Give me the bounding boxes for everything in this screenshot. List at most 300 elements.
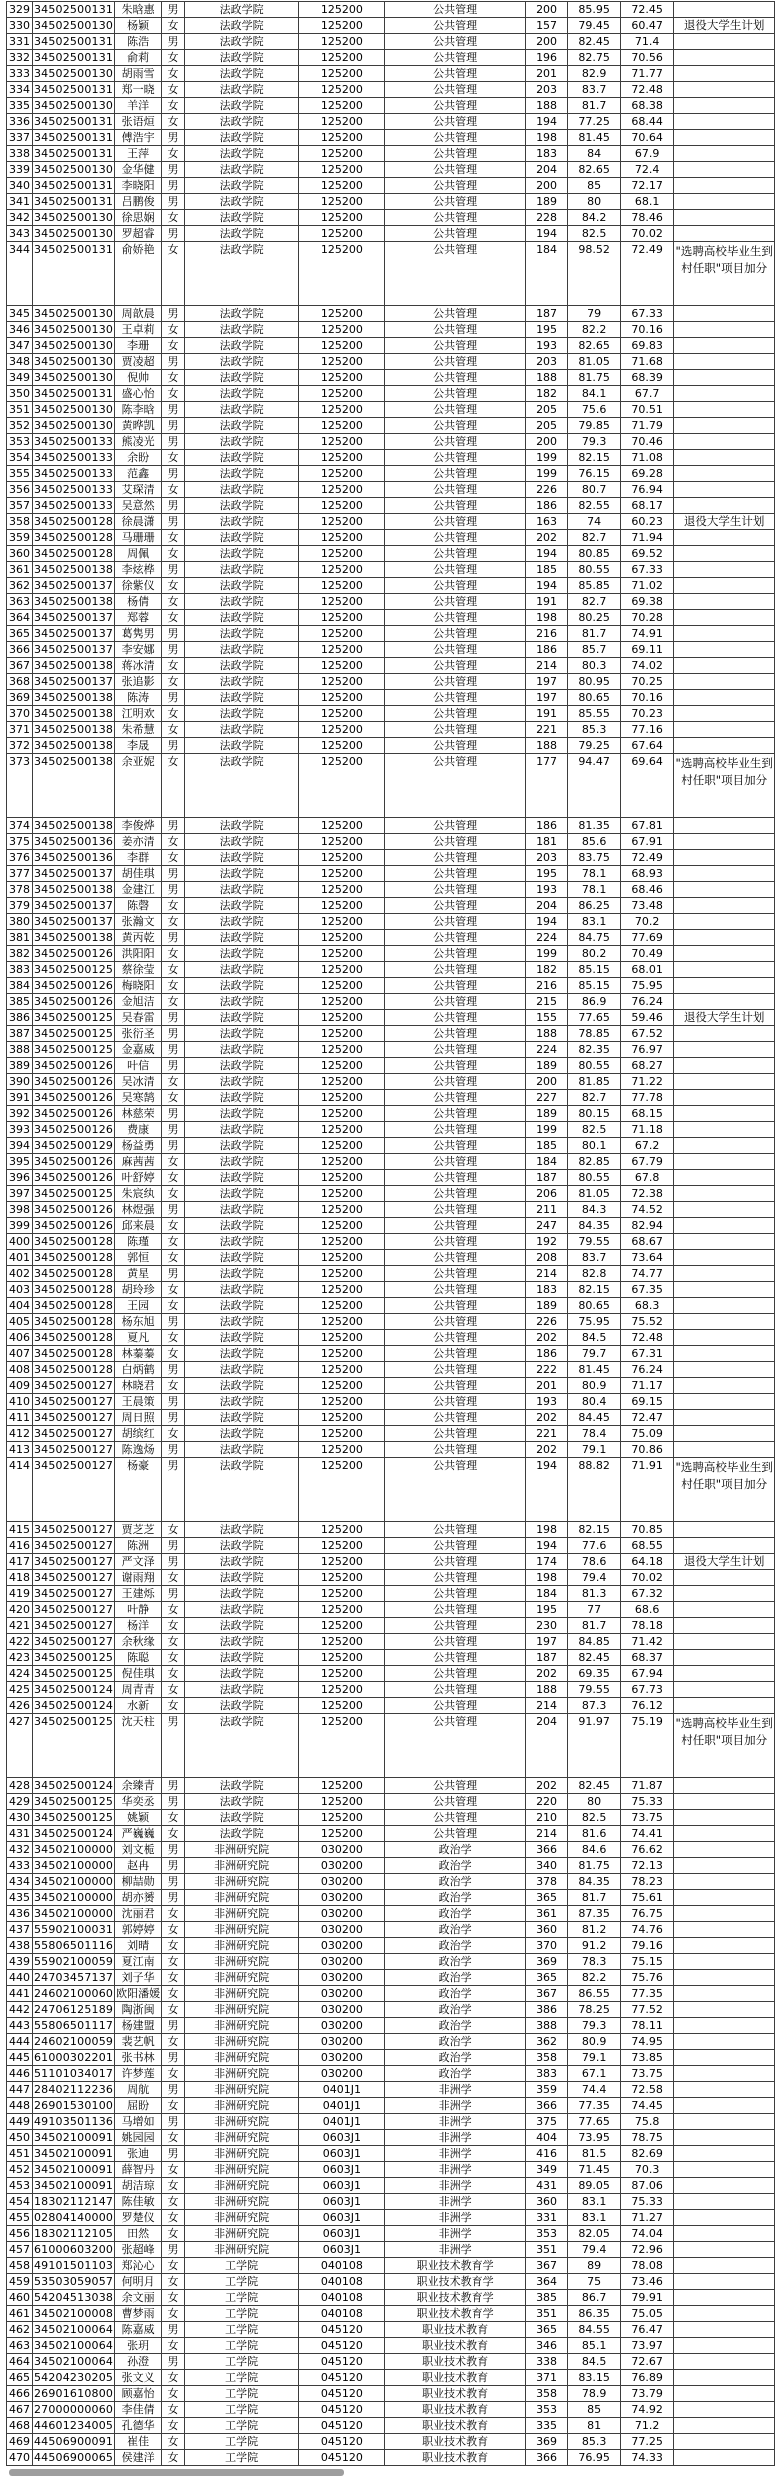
cell-name[interactable]: 倪帅: [115, 370, 162, 386]
cell-candidate_id[interactable]: 34502500137: [33, 626, 114, 640]
cell-score_3[interactable]: 70.23: [620, 706, 674, 722]
cell-score_2[interactable]: 79.3: [568, 2018, 621, 2034]
cell-major_code[interactable]: 125200: [299, 1410, 385, 1426]
cell-score_2[interactable]: 79.55: [568, 1234, 621, 1250]
cell-candidate_id[interactable]: 34502500131: [33, 146, 114, 160]
cell-row_no[interactable]: 394: [7, 1138, 33, 1154]
cell-score_3[interactable]: 73.48: [620, 898, 674, 914]
cell-major[interactable]: 公共管理: [385, 866, 525, 882]
cell-score_1[interactable]: 369: [525, 2434, 568, 2450]
cell-major_code[interactable]: 125200: [299, 98, 385, 114]
cell-gender[interactable]: 女: [162, 1282, 185, 1298]
cell-college[interactable]: 法政学院: [184, 674, 299, 690]
cell-score_2[interactable]: 83.7: [568, 82, 621, 98]
cell-row_no[interactable]: 372: [7, 738, 33, 754]
cell-major[interactable]: 公共管理: [385, 1586, 525, 1602]
cell-gender[interactable]: 女: [162, 1074, 185, 1090]
cell-score_1[interactable]: 186: [525, 818, 568, 834]
cell-score_3[interactable]: 71.87: [620, 1778, 674, 1794]
cell-score_3[interactable]: 68.46: [620, 882, 674, 898]
cell-name[interactable]: 陈李晗: [115, 402, 162, 418]
cell-gender[interactable]: 女: [162, 370, 185, 386]
cell-major_code[interactable]: 030200: [299, 1938, 385, 1954]
cell-score_3[interactable]: 70.51: [620, 402, 674, 418]
cell-gender[interactable]: 女: [162, 1378, 185, 1394]
cell-gender[interactable]: 男: [162, 2354, 185, 2370]
cell-score_3[interactable]: 67.64: [620, 738, 674, 754]
cell-major_code[interactable]: 125200: [299, 1186, 385, 1202]
cell-gender[interactable]: 男: [162, 2082, 185, 2098]
cell-college[interactable]: 法政学院: [184, 1682, 299, 1698]
cell-candidate_id[interactable]: 34502500125: [33, 1650, 114, 1664]
cell-candidate_id[interactable]: 34502500131: [33, 82, 114, 96]
cell-remark[interactable]: [674, 1778, 775, 1794]
cell-major_code[interactable]: 125200: [299, 1554, 385, 1570]
cell-score_2[interactable]: 81.6: [568, 1826, 621, 1842]
cell-gender[interactable]: 男: [162, 1410, 185, 1426]
cell-candidate_id[interactable]: 18302112105: [33, 2226, 114, 2240]
cell-candidate_id[interactable]: 34502500131: [33, 178, 114, 192]
cell-score_2[interactable]: 84.45: [568, 1410, 621, 1426]
cell-major_code[interactable]: 125200: [299, 674, 385, 690]
cell-row_no[interactable]: 401: [7, 1250, 33, 1266]
cell-candidate_id[interactable]: 34502500131: [33, 386, 114, 400]
cell-major_code[interactable]: 125200: [299, 1794, 385, 1810]
cell-candidate_id[interactable]: 34502500130: [33, 338, 114, 352]
cell-college[interactable]: 法政学院: [184, 962, 299, 978]
cell-major[interactable]: 公共管理: [385, 466, 525, 482]
cell-row_no[interactable]: 404: [7, 1298, 33, 1314]
cell-college[interactable]: 法政学院: [184, 1234, 299, 1250]
cell-candidate_id[interactable]: 34502500128: [33, 1266, 114, 1280]
cell-college[interactable]: 法政学院: [184, 1346, 299, 1362]
cell-college[interactable]: 法政学院: [184, 706, 299, 722]
cell-score_3[interactable]: 77.69: [620, 930, 674, 946]
cell-row_no[interactable]: 438: [7, 1938, 33, 1954]
cell-major_code[interactable]: 125200: [299, 514, 385, 530]
cell-row_no[interactable]: 390: [7, 1074, 33, 1090]
cell-row_no[interactable]: 333: [7, 66, 33, 82]
cell-remark[interactable]: [674, 2114, 775, 2130]
cell-score_1[interactable]: 371: [525, 2370, 568, 2386]
cell-score_3[interactable]: 74.04: [620, 2226, 674, 2242]
cell-major_code[interactable]: 045120: [299, 2386, 385, 2402]
cell-gender[interactable]: 女: [162, 754, 185, 818]
cell-score_1[interactable]: 200: [525, 1074, 568, 1090]
cell-major[interactable]: 公共管理: [385, 1554, 525, 1570]
cell-remark[interactable]: [674, 1938, 775, 1954]
cell-score_2[interactable]: 82.75: [568, 50, 621, 66]
cell-major[interactable]: 公共管理: [385, 354, 525, 370]
cell-candidate_id[interactable]: 34502500125: [33, 1026, 114, 1040]
cell-score_1[interactable]: 340: [525, 1858, 568, 1874]
cell-score_2[interactable]: 81.75: [568, 1858, 621, 1874]
cell-remark[interactable]: [674, 482, 775, 498]
cell-college[interactable]: 法政学院: [184, 1218, 299, 1234]
cell-major[interactable]: 公共管理: [385, 1170, 525, 1186]
cell-name[interactable]: 葛隽男: [115, 626, 162, 642]
cell-score_1[interactable]: 187: [525, 306, 568, 322]
cell-gender[interactable]: 女: [162, 722, 185, 738]
cell-remark[interactable]: [674, 2050, 775, 2066]
cell-score_3[interactable]: 68.3: [620, 1298, 674, 1314]
cell-gender[interactable]: 女: [162, 242, 185, 306]
cell-row_no[interactable]: 453: [7, 2178, 33, 2194]
cell-gender[interactable]: 男: [162, 1554, 185, 1570]
cell-candidate_id[interactable]: 55806501117: [33, 2018, 114, 2032]
cell-row_no[interactable]: 459: [7, 2274, 33, 2290]
cell-score_3[interactable]: 70.64: [620, 130, 674, 146]
cell-score_2[interactable]: 81.3: [568, 1586, 621, 1602]
cell-college[interactable]: 工学院: [184, 2306, 299, 2322]
cell-score_1[interactable]: 191: [525, 594, 568, 610]
cell-major_code[interactable]: 125200: [299, 722, 385, 738]
cell-score_3[interactable]: 78.08: [620, 2258, 674, 2274]
cell-row_no[interactable]: 424: [7, 1666, 33, 1682]
cell-major_code[interactable]: 125200: [299, 1442, 385, 1458]
cell-college[interactable]: 非洲研究院: [184, 2210, 299, 2226]
cell-remark[interactable]: [674, 1874, 775, 1890]
cell-remark[interactable]: [674, 1986, 775, 2002]
cell-gender[interactable]: 男: [162, 1394, 185, 1410]
cell-score_1[interactable]: 247: [525, 1218, 568, 1234]
cell-major_code[interactable]: 045120: [299, 2338, 385, 2354]
cell-major[interactable]: 公共管理: [385, 242, 525, 306]
cell-score_1[interactable]: 367: [525, 2258, 568, 2274]
cell-score_1[interactable]: 202: [525, 1410, 568, 1426]
cell-major[interactable]: 公共管理: [385, 1570, 525, 1586]
cell-score_2[interactable]: 83.7: [568, 1250, 621, 1266]
cell-major_code[interactable]: 0603J1: [299, 2242, 385, 2258]
cell-gender[interactable]: 女: [162, 2066, 185, 2082]
cell-score_1[interactable]: 163: [525, 514, 568, 530]
cell-major[interactable]: 公共管理: [385, 530, 525, 546]
cell-college[interactable]: 法政学院: [184, 1266, 299, 1282]
cell-gender[interactable]: 女: [162, 2002, 185, 2018]
cell-score_1[interactable]: 224: [525, 930, 568, 946]
cell-score_3[interactable]: 75.95: [620, 978, 674, 994]
cell-name[interactable]: 吴寒鹄: [115, 1090, 162, 1106]
cell-college[interactable]: 非洲研究院: [184, 1858, 299, 1874]
cell-name[interactable]: 罗超睿: [115, 226, 162, 242]
cell-score_2[interactable]: 82.15: [568, 1522, 621, 1538]
cell-college[interactable]: 法政学院: [184, 1714, 299, 1778]
cell-name[interactable]: 周青青: [115, 1682, 162, 1698]
cell-remark[interactable]: [674, 50, 775, 66]
cell-score_3[interactable]: 76.47: [620, 2322, 674, 2338]
cell-score_1[interactable]: 202: [525, 1666, 568, 1682]
cell-gender[interactable]: 男: [162, 1266, 185, 1282]
cell-college[interactable]: 工学院: [184, 2274, 299, 2290]
cell-candidate_id[interactable]: 24703457137: [33, 1970, 114, 1984]
cell-major_code[interactable]: 0603J1: [299, 2162, 385, 2178]
cell-score_1[interactable]: 194: [525, 914, 568, 930]
cell-name[interactable]: 王园: [115, 1298, 162, 1314]
cell-major[interactable]: 公共管理: [385, 18, 525, 34]
cell-candidate_id[interactable]: 02804140000: [33, 2210, 114, 2224]
cell-score_3[interactable]: 70.16: [620, 322, 674, 338]
cell-score_3[interactable]: 68.37: [620, 1650, 674, 1666]
cell-gender[interactable]: 女: [162, 1634, 185, 1650]
cell-major_code[interactable]: 045120: [299, 2322, 385, 2338]
cell-major_code[interactable]: 125200: [299, 50, 385, 66]
cell-score_3[interactable]: 73.75: [620, 2066, 674, 2082]
cell-college[interactable]: 法政学院: [184, 1634, 299, 1650]
cell-score_1[interactable]: 346: [525, 2338, 568, 2354]
cell-score_3[interactable]: 73.97: [620, 2338, 674, 2354]
cell-candidate_id[interactable]: 44506900065: [33, 2450, 114, 2464]
cell-major[interactable]: 公共管理: [385, 1010, 525, 1026]
cell-major_code[interactable]: 125200: [299, 1586, 385, 1602]
cell-major[interactable]: 职业技术教育: [385, 2322, 525, 2338]
cell-major_code[interactable]: 125200: [299, 882, 385, 898]
cell-college[interactable]: 法政学院: [184, 242, 299, 306]
cell-score_3[interactable]: 67.7: [620, 386, 674, 402]
cell-major[interactable]: 政治学: [385, 1986, 525, 2002]
cell-score_2[interactable]: 79.3: [568, 434, 621, 450]
cell-major[interactable]: 公共管理: [385, 1122, 525, 1138]
cell-major[interactable]: 职业技术教育学: [385, 2290, 525, 2306]
cell-score_1[interactable]: 186: [525, 498, 568, 514]
cell-college[interactable]: 法政学院: [184, 882, 299, 898]
cell-score_1[interactable]: 186: [525, 642, 568, 658]
cell-score_3[interactable]: 75.33: [620, 1794, 674, 1810]
cell-major[interactable]: 公共管理: [385, 1410, 525, 1426]
cell-major[interactable]: 政治学: [385, 1874, 525, 1890]
cell-row_no[interactable]: 347: [7, 338, 33, 354]
cell-score_2[interactable]: 80.25: [568, 610, 621, 626]
cell-major[interactable]: 公共管理: [385, 562, 525, 578]
cell-gender[interactable]: 男: [162, 354, 185, 370]
cell-score_3[interactable]: 68.67: [620, 1234, 674, 1250]
cell-candidate_id[interactable]: 34502500130: [33, 402, 114, 416]
cell-name[interactable]: 胡亦赟: [115, 1890, 162, 1906]
cell-name[interactable]: 蒋冰清: [115, 658, 162, 674]
cell-major[interactable]: 公共管理: [385, 850, 525, 866]
cell-score_3[interactable]: 74.91: [620, 626, 674, 642]
cell-score_3[interactable]: 72.49: [620, 242, 674, 306]
cell-major_code[interactable]: 125200: [299, 898, 385, 914]
cell-major_code[interactable]: 030200: [299, 2002, 385, 2018]
cell-score_2[interactable]: 80.85: [568, 546, 621, 562]
cell-major[interactable]: 公共管理: [385, 1634, 525, 1650]
cell-name[interactable]: 裴艺帆: [115, 2034, 162, 2050]
cell-score_1[interactable]: 187: [525, 1170, 568, 1186]
cell-score_2[interactable]: 81.05: [568, 354, 621, 370]
cell-remark[interactable]: [674, 162, 775, 178]
cell-score_2[interactable]: 80.65: [568, 1298, 621, 1314]
cell-score_3[interactable]: 76.62: [620, 1842, 674, 1858]
cell-major[interactable]: 公共管理: [385, 66, 525, 82]
cell-name[interactable]: 贾芝芝: [115, 1522, 162, 1538]
cell-candidate_id[interactable]: 34502500127: [33, 1394, 114, 1408]
cell-remark[interactable]: [674, 978, 775, 994]
cell-row_no[interactable]: 416: [7, 1538, 33, 1554]
cell-major[interactable]: 职业技术教育: [385, 2418, 525, 2434]
cell-remark[interactable]: [674, 898, 775, 914]
cell-gender[interactable]: 男: [162, 434, 185, 450]
cell-score_3[interactable]: 68.93: [620, 866, 674, 882]
cell-college[interactable]: 工学院: [184, 2290, 299, 2306]
cell-score_3[interactable]: 70.28: [620, 610, 674, 626]
cell-college[interactable]: 法政学院: [184, 1410, 299, 1426]
cell-major_code[interactable]: 125200: [299, 818, 385, 834]
cell-gender[interactable]: 女: [162, 210, 185, 226]
cell-major[interactable]: 政治学: [385, 2050, 525, 2066]
cell-major_code[interactable]: 125200: [299, 146, 385, 162]
cell-row_no[interactable]: 341: [7, 194, 33, 210]
cell-remark[interactable]: [674, 226, 775, 242]
cell-gender[interactable]: 男: [162, 1058, 185, 1074]
cell-score_3[interactable]: 72.96: [620, 2242, 674, 2258]
cell-candidate_id[interactable]: 34502500124: [33, 1778, 114, 1792]
cell-remark[interactable]: [674, 1794, 775, 1810]
cell-score_2[interactable]: 75: [568, 2274, 621, 2290]
cell-major[interactable]: 公共管理: [385, 1522, 525, 1538]
cell-score_3[interactable]: 67.32: [620, 1586, 674, 1602]
cell-candidate_id[interactable]: 34502100000: [33, 1890, 114, 1904]
cell-score_1[interactable]: 365: [525, 2322, 568, 2338]
cell-row_no[interactable]: 412: [7, 1426, 33, 1442]
cell-score_2[interactable]: 67.1: [568, 2066, 621, 2082]
cell-remark[interactable]: [674, 2130, 775, 2146]
cell-college[interactable]: 法政学院: [184, 738, 299, 754]
cell-score_1[interactable]: 226: [525, 482, 568, 498]
cell-name[interactable]: 张文义: [115, 2370, 162, 2386]
cell-gender[interactable]: 女: [162, 2130, 185, 2146]
cell-row_no[interactable]: 363: [7, 594, 33, 610]
cell-candidate_id[interactable]: 34502500125: [32, 1714, 114, 1778]
cell-remark[interactable]: [674, 594, 775, 610]
cell-major_code[interactable]: 125200: [299, 210, 385, 226]
cell-score_1[interactable]: 192: [525, 1234, 568, 1250]
cell-score_2[interactable]: 79.1: [568, 2050, 621, 2066]
cell-score_2[interactable]: 83.15: [568, 2370, 621, 2386]
cell-candidate_id[interactable]: 34502500126: [33, 1202, 114, 1216]
cell-gender[interactable]: 女: [162, 2290, 185, 2306]
cell-college[interactable]: 法政学院: [184, 306, 299, 322]
cell-remark[interactable]: [674, 1234, 775, 1250]
cell-candidate_id[interactable]: 34502500127: [33, 1602, 114, 1616]
cell-major[interactable]: 非洲学: [385, 2114, 525, 2130]
cell-college[interactable]: 法政学院: [184, 1330, 299, 1346]
cell-major_code[interactable]: 040108: [299, 2258, 385, 2274]
cell-score_1[interactable]: 193: [525, 882, 568, 898]
cell-major_code[interactable]: 125200: [299, 578, 385, 594]
cell-score_3[interactable]: 78.11: [620, 2018, 674, 2034]
cell-college[interactable]: 法政学院: [184, 1778, 299, 1794]
cell-score_2[interactable]: 75.6: [568, 402, 621, 418]
cell-gender[interactable]: 女: [162, 450, 185, 466]
cell-row_no[interactable]: 463: [7, 2338, 33, 2354]
cell-name[interactable]: 朱宸纨: [115, 1186, 162, 1202]
cell-name[interactable]: 叶静: [115, 1602, 162, 1618]
cell-score_1[interactable]: 361: [525, 1906, 568, 1922]
cell-score_3[interactable]: 67.91: [620, 834, 674, 850]
cell-remark[interactable]: [674, 1858, 775, 1874]
cell-major_code[interactable]: 125200: [299, 1074, 385, 1090]
cell-remark[interactable]: [674, 2210, 775, 2226]
cell-major[interactable]: 公共管理: [385, 594, 525, 610]
cell-gender[interactable]: 男: [162, 1042, 185, 1058]
cell-major[interactable]: 公共管理: [385, 626, 525, 642]
cell-score_2[interactable]: 82.7: [568, 1090, 621, 1106]
cell-major_code[interactable]: 0603J1: [299, 2226, 385, 2242]
cell-candidate_id[interactable]: 34502500128: [33, 546, 114, 560]
cell-remark[interactable]: [674, 386, 775, 402]
cell-score_2[interactable]: 98.52: [568, 242, 621, 306]
cell-candidate_id[interactable]: 24602100060: [33, 1986, 114, 2000]
cell-major_code[interactable]: 125200: [299, 354, 385, 370]
cell-gender[interactable]: 女: [162, 1618, 185, 1634]
cell-candidate_id[interactable]: 54204513038: [33, 2290, 114, 2304]
cell-row_no[interactable]: 356: [7, 482, 33, 498]
cell-major_code[interactable]: 045120: [299, 2418, 385, 2434]
cell-score_1[interactable]: 183: [525, 146, 568, 162]
cell-row_no[interactable]: 357: [7, 498, 33, 514]
cell-candidate_id[interactable]: 34502500138: [33, 594, 114, 608]
cell-score_3[interactable]: 76.12: [620, 1698, 674, 1714]
cell-row_no[interactable]: 340: [7, 178, 33, 194]
cell-remark[interactable]: [674, 178, 775, 194]
cell-remark[interactable]: [674, 2450, 775, 2466]
cell-major[interactable]: 公共管理: [385, 194, 525, 210]
cell-name[interactable]: 杨益勇: [115, 1138, 162, 1154]
cell-candidate_id[interactable]: 34502100000: [33, 1906, 114, 1920]
cell-major_code[interactable]: 125200: [299, 1378, 385, 1394]
cell-college[interactable]: 非洲研究院: [184, 1970, 299, 1986]
cell-row_no[interactable]: 470: [7, 2450, 33, 2466]
cell-score_1[interactable]: 208: [525, 1250, 568, 1266]
cell-major_code[interactable]: 125200: [299, 322, 385, 338]
cell-row_no[interactable]: 402: [7, 1266, 33, 1282]
cell-score_1[interactable]: 195: [525, 322, 568, 338]
cell-score_1[interactable]: 383: [525, 2066, 568, 2082]
cell-score_1[interactable]: 367: [525, 1986, 568, 2002]
cell-candidate_id[interactable]: 34502500133: [33, 466, 114, 480]
cell-major[interactable]: 公共管理: [385, 98, 525, 114]
cell-score_3[interactable]: 60.23: [620, 514, 674, 530]
cell-row_no[interactable]: 435: [7, 1890, 33, 1906]
cell-major[interactable]: 公共管理: [385, 114, 525, 130]
cell-major[interactable]: 公共管理: [385, 162, 525, 178]
cell-gender[interactable]: 女: [162, 594, 185, 610]
cell-gender[interactable]: 女: [162, 1218, 185, 1234]
cell-major_code[interactable]: 030200: [299, 1842, 385, 1858]
cell-major_code[interactable]: 125200: [299, 498, 385, 514]
cell-row_no[interactable]: 387: [7, 1026, 33, 1042]
cell-candidate_id[interactable]: 49101501103: [33, 2258, 114, 2272]
cell-score_2[interactable]: 82.45: [568, 1778, 621, 1794]
cell-remark[interactable]: [674, 1522, 775, 1538]
cell-gender[interactable]: 女: [162, 82, 185, 98]
cell-gender[interactable]: 女: [162, 1186, 185, 1202]
cell-gender[interactable]: 女: [162, 1090, 185, 1106]
cell-major_code[interactable]: 125200: [299, 66, 385, 82]
cell-candidate_id[interactable]: 34502500126: [33, 1106, 114, 1120]
cell-score_3[interactable]: 71.2: [620, 2418, 674, 2434]
cell-remark[interactable]: [674, 674, 775, 690]
cell-candidate_id[interactable]: 34502500131: [33, 2, 114, 16]
cell-college[interactable]: 非洲研究院: [184, 2194, 299, 2210]
cell-score_1[interactable]: 366: [525, 2450, 568, 2466]
cell-score_1[interactable]: 205: [525, 402, 568, 418]
cell-score_1[interactable]: 195: [525, 1602, 568, 1618]
cell-college[interactable]: 法政学院: [184, 498, 299, 514]
cell-major_code[interactable]: 040108: [299, 2290, 385, 2306]
horizontal-scrollbar-thumb[interactable]: [9, 2469, 344, 2476]
cell-major_code[interactable]: 125200: [299, 978, 385, 994]
